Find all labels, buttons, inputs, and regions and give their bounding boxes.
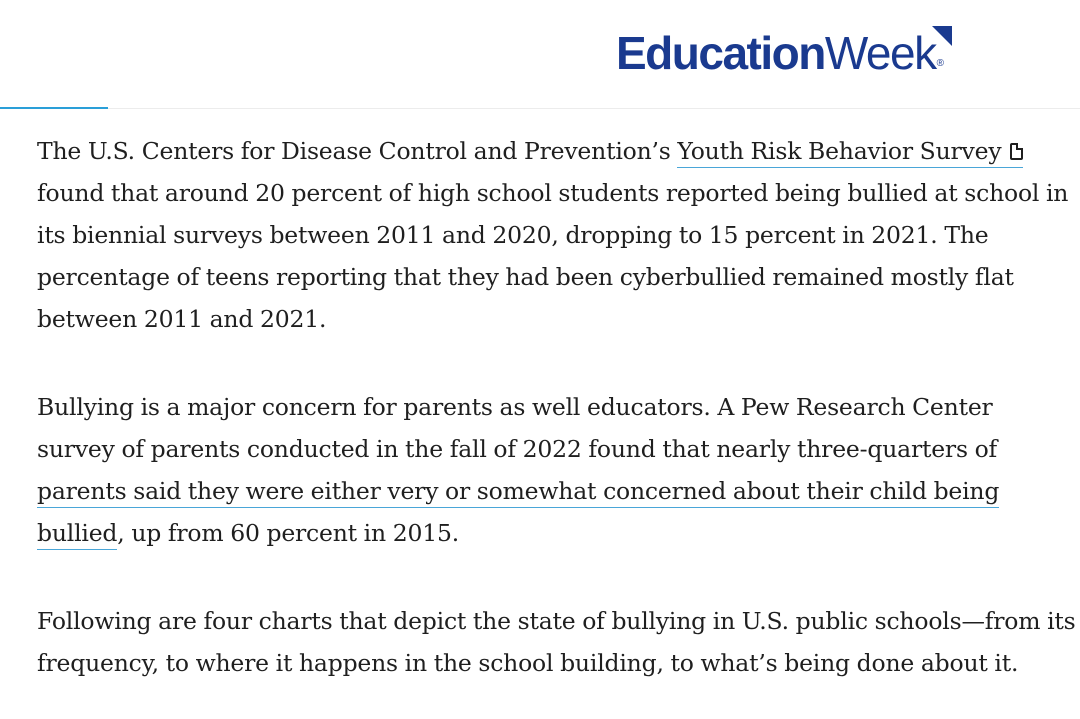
logo-wordmark-strong: Education bbox=[616, 27, 825, 79]
logo-wordmark-light: Week bbox=[824, 27, 936, 79]
paragraph-pew-survey bbox=[37, 386, 1077, 554]
paragraph-cdc-survey bbox=[37, 130, 1077, 340]
document-icon bbox=[1010, 143, 1023, 160]
article-body bbox=[37, 130, 1077, 684]
logo-flag-icon bbox=[932, 26, 952, 46]
paragraph-text: The U.S. Centers for Disease Control and Prevention’s bbox=[37, 137, 678, 165]
site-header bbox=[0, 0, 1080, 109]
paragraph-charts-intro: Following are four charts that depict the state of bullying in U.S. public schools—from its frequency, to where it happens in the school building, to what’s being done about it. bbox=[37, 607, 1076, 677]
paragraph-text: , up from 60 percent in 2015. bbox=[117, 519, 459, 547]
paragraph-text: found that around 20 percent of high school students reported being bullied at school in its biennial surveys between 2011 and 2020, dropping to 15 percent in 2021. The percentage of teens reporting that they had been cyberbullied remained mostly flat between 2011 and 2021. bbox=[37, 179, 1069, 333]
registered-mark: ® bbox=[936, 58, 944, 69]
link-text: Youth Risk Behavior Survey bbox=[677, 137, 1002, 165]
paragraph-text: Bullying is a major concern for parents as well educators. A Pew Research Center survey of parents conducted in the fall of 2022 found that nearly three-quarters of bbox=[37, 393, 998, 463]
youth-risk-behavior-survey-link[interactable] bbox=[677, 137, 1023, 168]
education-week-logo[interactable] bbox=[616, 27, 944, 79]
parents-concerned-link[interactable]: parents said they were either very or somewhat concerned about their child being bullied bbox=[37, 477, 999, 550]
reading-progress-bar bbox=[0, 107, 108, 109]
